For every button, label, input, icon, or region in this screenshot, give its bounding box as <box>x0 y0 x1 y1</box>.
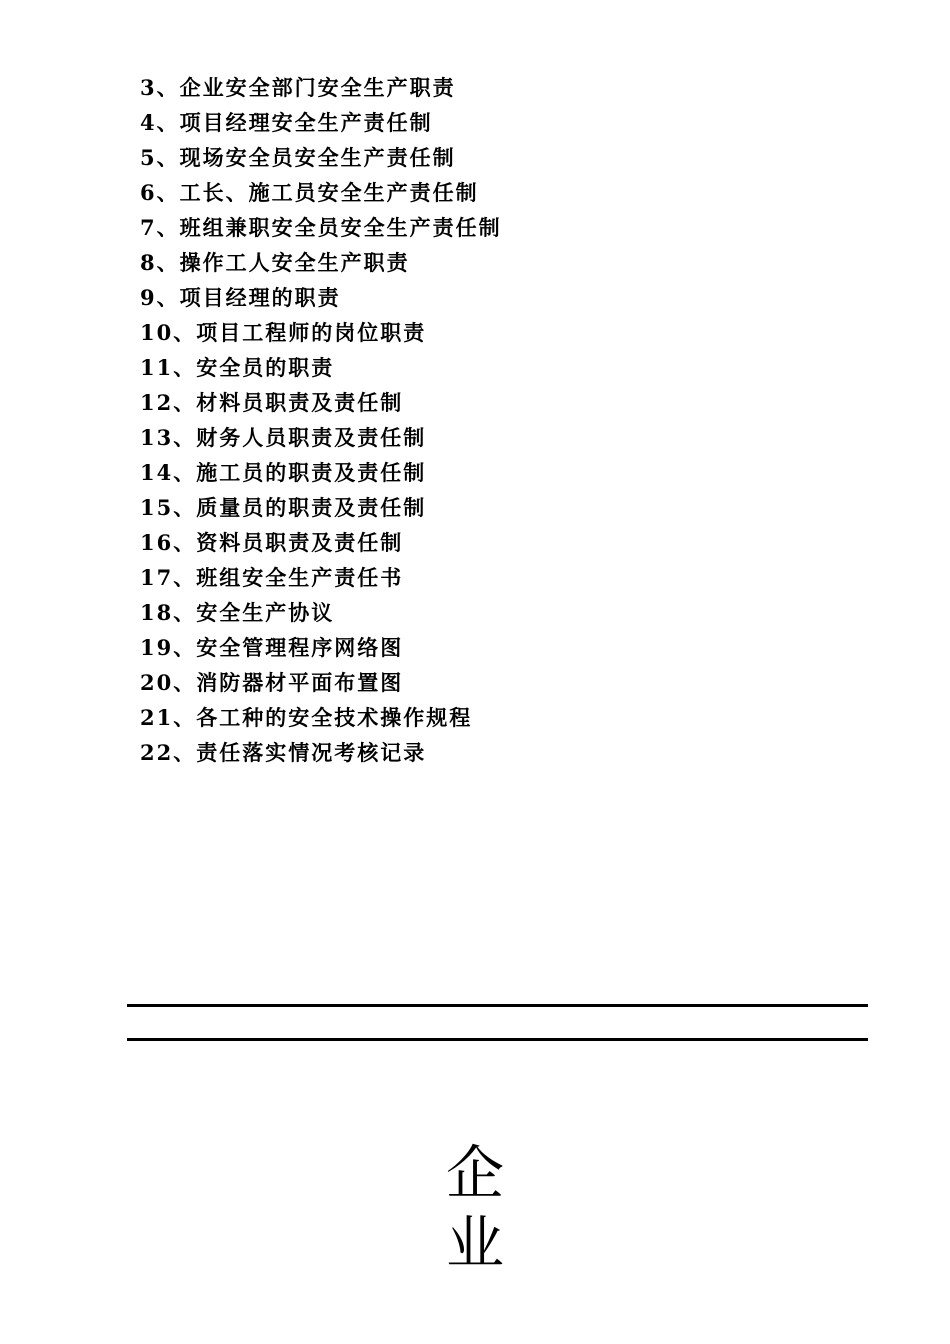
toc-item: 22、责任落实情况考核记录 <box>140 740 427 765</box>
toc-item: 7、班组兼职安全员安全生产责任制 <box>140 215 502 240</box>
top-divider-rule <box>127 1004 868 1007</box>
table-of-contents <box>140 70 502 770</box>
toc-item: 16、资料员职责及责任制 <box>140 530 404 555</box>
toc-item: 20、消防器材平面布置图 <box>140 670 404 695</box>
toc-item: 6、工长、施工员安全生产责任制 <box>140 180 479 205</box>
toc-item: 21、各工种的安全技术操作规程 <box>140 705 473 730</box>
toc-item: 3、企业安全部门安全生产职责 <box>140 75 456 100</box>
cover-title <box>0 1138 950 1278</box>
toc-item: 5、现场安全员安全生产责任制 <box>140 145 456 170</box>
toc-item: 10、项目工程师的岗位职责 <box>140 320 427 345</box>
toc-item: 17、班组安全生产责任书 <box>140 565 404 590</box>
bottom-divider-rule <box>127 1038 868 1041</box>
toc-item: 11、安全员的职责 <box>140 355 335 380</box>
toc-item: 9、项目经理的职责 <box>140 285 341 310</box>
toc-item: 19、安全管理程序网络图 <box>140 635 404 660</box>
toc-item: 8、操作工人安全生产职责 <box>140 250 410 275</box>
toc-item: 4、项目经理安全生产责任制 <box>140 110 433 135</box>
toc-item: 12、材料员职责及责任制 <box>140 390 404 415</box>
toc-item: 15、质量员的职责及责任制 <box>140 495 427 520</box>
toc-item: 14、施工员的职责及责任制 <box>140 460 427 485</box>
cover-title-char: 企 <box>445 1139 504 1207</box>
toc-item: 13、财务人员职责及责任制 <box>140 425 427 450</box>
cover-title-char: 业 <box>445 1209 504 1277</box>
toc-item: 18、安全生产协议 <box>140 600 335 625</box>
